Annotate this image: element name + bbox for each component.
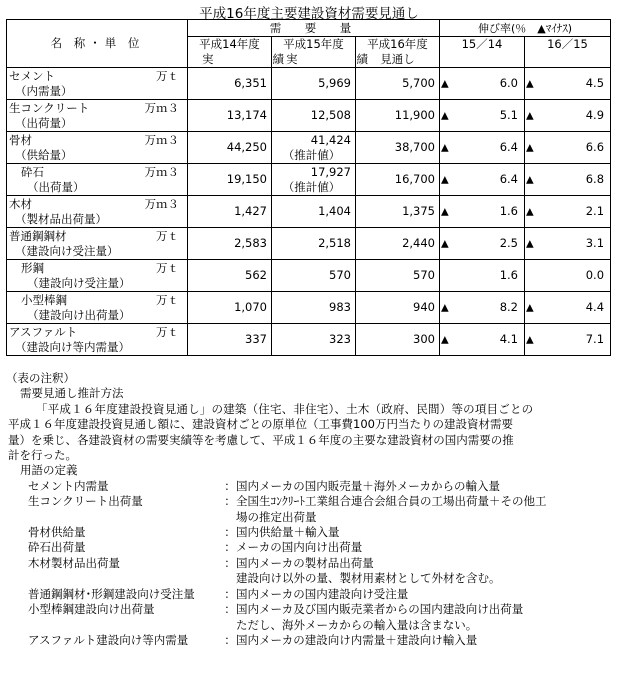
item-unit: 万ｍ３	[144, 100, 179, 115]
value-fy14: 2,583	[188, 228, 272, 260]
value-fy16: 5,700	[356, 68, 440, 100]
term-name: 木材製材品出荷量	[28, 555, 120, 570]
header-fy16: 平成16年度 見通し	[356, 37, 440, 68]
term-description: 国内メーカの建設向け内需量＋建設向け輸入量	[236, 632, 478, 647]
terms-heading: 用語の定義	[20, 463, 78, 478]
rate-value: 0.0	[585, 268, 605, 282]
term-definition	[6, 618, 612, 633]
term-description: 建設向け以外の量、製材用素材として外材を含む。	[236, 571, 501, 586]
item-unit: 万ｔ	[156, 292, 179, 307]
header-name-unit: 名 称・単 位	[7, 20, 188, 68]
rate-value: 4.9	[585, 108, 605, 122]
term-definition	[6, 633, 612, 648]
item-subtitle: （製材品出荷量）	[15, 211, 107, 226]
item-cell	[7, 132, 188, 164]
value-fy14: 13,174	[188, 100, 272, 132]
rate-value: 8.2	[499, 300, 518, 314]
method-line: 計を行った。	[8, 448, 77, 463]
value-fy16: 300	[356, 324, 440, 356]
value-fy14: 1,070	[188, 292, 272, 324]
rate-16-15	[525, 324, 611, 356]
term-description: 国内メーカ及び国内販売業者からの国内建設向け出荷量	[236, 602, 524, 617]
estimate-note: （推計値）	[282, 179, 341, 194]
item-unit: 万ｍ３	[144, 196, 179, 211]
term-definition	[6, 525, 612, 540]
negative-triangle-icon: ▲	[441, 174, 449, 185]
item-name: 木材	[9, 196, 32, 211]
table-row	[7, 324, 611, 356]
value-fy15	[272, 68, 356, 100]
term-definition	[6, 479, 612, 494]
item-subtitle: （建設向け等内需量）	[15, 339, 130, 354]
rate-value: 4.1	[499, 332, 518, 346]
item-cell	[7, 260, 188, 292]
negative-triangle-icon: ▲	[526, 206, 534, 217]
rate-15-14	[440, 100, 525, 132]
item-unit: 万ｔ	[156, 68, 179, 83]
item-name: 生コンクリート	[9, 100, 90, 115]
negative-triangle-icon: ▲	[526, 142, 534, 153]
term-description: 国内メーカの製材品出荷量	[236, 555, 374, 570]
method-line: 「平成１６年度建設投資見通し」の建築（住宅、非住宅）、土木（政府、民間）等の項目ごとの	[36, 401, 534, 416]
value-fy15-number: 983	[329, 300, 351, 314]
term-name: 普通鋼鋼材･形鋼建設向け受注量	[28, 586, 195, 601]
value-fy15-number: 323	[329, 332, 351, 346]
term-colon: ：	[224, 478, 236, 493]
rate-16-15	[525, 100, 611, 132]
value-fy16: 940	[356, 292, 440, 324]
value-fy15-number: 570	[329, 268, 351, 282]
value-fy15	[272, 100, 356, 132]
rate-value: 1.6	[499, 268, 518, 282]
term-colon: ：	[224, 540, 236, 555]
item-subtitle: （出荷量）	[15, 115, 73, 130]
term-description: ただし、海外メーカからの輸入量は含まない。	[236, 617, 478, 632]
rate-15-14	[440, 260, 525, 292]
negative-triangle-icon: ▲	[526, 302, 534, 313]
item-name: 骨材	[9, 132, 32, 147]
term-definition	[6, 556, 612, 571]
table-row	[7, 100, 611, 132]
rate-16-15	[525, 68, 611, 100]
item-cell	[7, 164, 188, 196]
method-heading: 需要見通し推計方法	[20, 386, 124, 401]
header-rate-15-14: 15／14	[440, 37, 525, 68]
item-subtitle: （建設向け出荷量）	[27, 307, 131, 322]
rate-value: 7.1	[585, 332, 605, 346]
value-fy14: 6,351	[188, 68, 272, 100]
rate-value: 6.4	[499, 140, 518, 154]
value-fy16: 38,700	[356, 132, 440, 164]
value-fy15-number: 41,424	[310, 132, 351, 147]
method-line: 平成１６年度建設投資見通し額に、建設資材ごとの原単位（工事費100万円当たりの建設資材需要	[8, 417, 513, 432]
term-definition	[6, 540, 612, 555]
method-line: 量）を乗じ、各建設資材の需要実績等を考慮して、平成１６年度の主要な建設資材の国内需要の推	[8, 432, 514, 447]
value-fy15	[272, 260, 356, 292]
notes-section	[6, 371, 612, 648]
rate-15-14	[440, 228, 525, 260]
negative-triangle-icon: ▲	[526, 238, 534, 249]
term-definition	[6, 602, 612, 617]
rate-16-15	[525, 132, 611, 164]
item-unit: 万ｍ３	[144, 132, 179, 147]
rate-15-14	[440, 324, 525, 356]
value-fy16: 2,440	[356, 228, 440, 260]
item-subtitle: （供給量）	[15, 147, 73, 162]
item-subtitle: （建設向け受注量）	[27, 275, 131, 290]
negative-triangle-icon: ▲	[441, 334, 449, 345]
item-unit: 万ｍ３	[144, 164, 179, 179]
rate-15-14	[440, 292, 525, 324]
page-title: 平成16年度主要建設資材需要見通し	[199, 6, 419, 22]
rate-15-14	[440, 68, 525, 100]
rate-15-14	[440, 164, 525, 196]
value-fy14: 19,150	[188, 164, 272, 196]
item-subtitle: （建設向け受注量）	[15, 243, 119, 258]
negative-triangle-icon: ▲	[441, 110, 449, 121]
header-fy14: 平成14年度 実 績	[188, 37, 272, 68]
term-definition	[6, 571, 612, 586]
item-cell	[7, 324, 188, 356]
rate-value: 1.6	[499, 204, 518, 218]
item-subtitle: （内需量）	[15, 83, 73, 98]
item-name: 小型棒鋼	[21, 292, 67, 307]
term-name: 砕石出荷量	[28, 540, 86, 555]
value-fy15	[272, 228, 356, 260]
value-fy15	[272, 196, 356, 228]
header-demand: 需 要 量	[188, 20, 440, 37]
value-fy15-number: 17,927	[310, 164, 351, 179]
negative-triangle-icon: ▲	[441, 302, 449, 313]
value-fy14: 44,250	[188, 132, 272, 164]
term-definitions	[6, 479, 612, 648]
estimate-note: （推計値）	[282, 147, 341, 162]
table-row	[7, 68, 611, 100]
table-row	[7, 292, 611, 324]
rate-value: 6.6	[585, 140, 605, 154]
table-row	[7, 164, 611, 196]
term-colon: ：	[224, 525, 236, 540]
header-fy15: 平成15年度 実 績	[272, 37, 356, 68]
term-description: 国内メーカの国内建設向け受注量	[236, 586, 409, 601]
term-colon: ：	[224, 632, 236, 647]
term-definition	[6, 587, 612, 602]
value-fy14: 337	[188, 324, 272, 356]
item-subtitle: （出荷量）	[27, 179, 85, 194]
rate-value: 6.8	[585, 172, 605, 186]
value-fy16: 16,700	[356, 164, 440, 196]
demand-table	[6, 19, 611, 356]
value-fy15	[272, 324, 356, 356]
value-fy14: 562	[188, 260, 272, 292]
item-name: 砕石	[21, 164, 44, 179]
value-fy16: 11,900	[356, 100, 440, 132]
rate-value: 5.1	[499, 108, 518, 122]
value-fy15-number: 5,969	[318, 76, 351, 90]
notes-heading: （表の注釈）	[6, 371, 75, 385]
term-description: 全国生ｺﾝｸﾘｰﾄ工業組合連合会組合員の工場出荷量＋その他工	[236, 494, 547, 509]
term-colon: ：	[224, 602, 236, 617]
value-fy15	[272, 292, 356, 324]
item-name: アスファルト	[9, 324, 78, 339]
rate-16-15	[525, 228, 611, 260]
item-name: セメント	[9, 68, 55, 83]
item-cell	[7, 196, 188, 228]
item-unit: 万ｔ	[156, 260, 179, 275]
term-definition	[6, 494, 612, 509]
value-fy16: 1,375	[356, 196, 440, 228]
term-description: メーカの国内向け出荷量	[236, 540, 363, 555]
item-cell	[7, 228, 188, 260]
term-description: 国内供給量＋輸入量	[236, 525, 340, 540]
table-row	[7, 228, 611, 260]
value-fy15	[272, 164, 356, 196]
term-description: 国内メーカの国内販売量＋海外メーカからの輸入量	[236, 478, 501, 493]
item-cell	[7, 100, 188, 132]
negative-triangle-icon: ▲	[441, 142, 449, 153]
negative-triangle-icon: ▲	[441, 206, 449, 217]
term-colon: ：	[224, 586, 236, 601]
value-fy16: 570	[356, 260, 440, 292]
term-name: 骨材供給量	[28, 525, 86, 540]
term-name: 生コンクリート出荷量	[28, 494, 143, 509]
value-fy15-number: 12,508	[310, 108, 351, 122]
rate-16-15	[525, 196, 611, 228]
term-description: 場の推定出荷量	[236, 509, 317, 524]
term-colon: ：	[224, 555, 236, 570]
rate-value: 4.4	[585, 300, 605, 314]
negative-triangle-icon: ▲	[526, 110, 534, 121]
rate-value: 6.4	[499, 172, 518, 186]
method-paragraph	[6, 402, 612, 464]
item-name: 普通鋼鋼材	[9, 228, 67, 243]
value-fy15-number: 1,404	[318, 204, 351, 218]
rate-15-14	[440, 196, 525, 228]
term-definition	[6, 510, 612, 525]
rate-16-15	[525, 292, 611, 324]
header-growth-rate: 伸び率(％ ▲ﾏｲﾅｽ)	[440, 20, 611, 37]
item-unit: 万ｔ	[156, 228, 179, 243]
table-row	[7, 132, 611, 164]
item-unit: 万ｔ	[156, 324, 179, 339]
item-cell	[7, 68, 188, 100]
term-name: アスファルト建設向け等内需量	[28, 632, 189, 647]
rate-value: 6.0	[499, 76, 518, 90]
term-name: セメント内需量	[28, 478, 109, 493]
rate-value: 4.5	[585, 76, 605, 90]
negative-triangle-icon: ▲	[526, 78, 534, 89]
negative-triangle-icon: ▲	[441, 78, 449, 89]
rate-value: 2.1	[585, 204, 605, 218]
table-row	[7, 260, 611, 292]
header-rate-16-15: 16／15	[525, 37, 611, 68]
rate-16-15	[525, 260, 611, 292]
rate-value: 2.5	[499, 236, 518, 250]
rate-value: 3.1	[585, 236, 605, 250]
value-fy14: 1,427	[188, 196, 272, 228]
table-row	[7, 196, 611, 228]
value-fy15-number: 2,518	[318, 236, 351, 250]
negative-triangle-icon: ▲	[441, 238, 449, 249]
term-colon: ：	[224, 494, 236, 509]
rate-15-14	[440, 132, 525, 164]
value-fy15	[272, 132, 356, 164]
item-cell	[7, 292, 188, 324]
term-name: 小型棒鋼建設向け出荷量	[28, 602, 155, 617]
negative-triangle-icon: ▲	[526, 174, 534, 185]
rate-16-15	[525, 164, 611, 196]
item-name: 形鋼	[21, 260, 44, 275]
negative-triangle-icon: ▲	[526, 334, 534, 345]
